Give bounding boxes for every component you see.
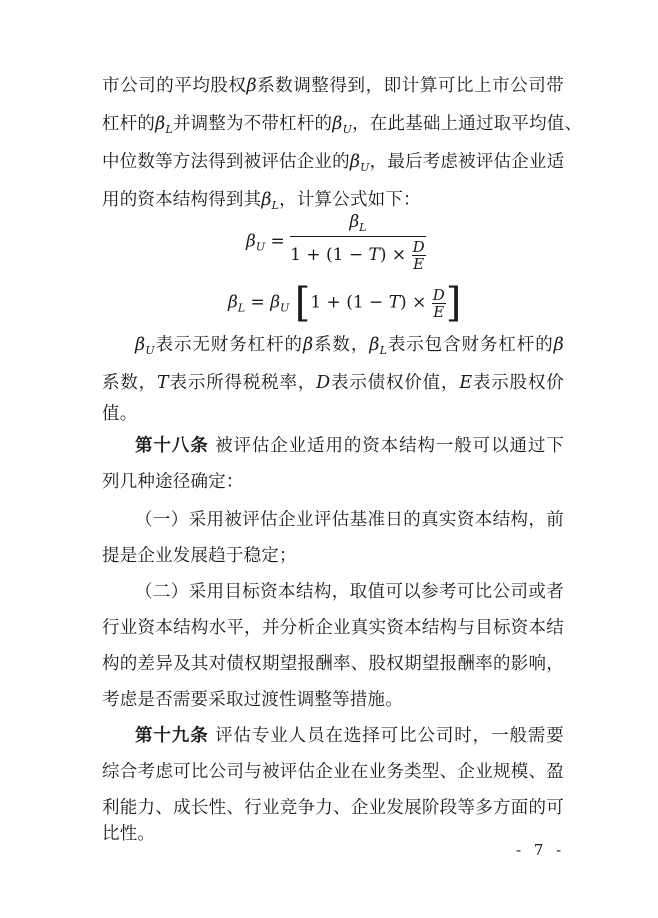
article-18-line: 第十八条 被评估企业适用的资本结构一般可以通过下 bbox=[135, 436, 564, 456]
list-item-line: （一）采用被评估企业评估基准日的真实资本结构，前 bbox=[135, 510, 564, 530]
formula-beta-unlevered: $\beta_U$ = $\beta_L$ 1 + (1 − T) × $\frac{D}{E}$ bbox=[246, 212, 425, 273]
paragraph-line: 综合考虑可比公司与被评估企业在业务类型、企业规模、盈 bbox=[102, 762, 564, 782]
formula-beta-levered: $\beta_L = \beta_U$ [1 + (1 − T) × $\frac{D}{E}$ ] bbox=[228, 280, 462, 326]
paragraph-line: 行业资本结构水平，并分析企业真实资本结构与目标资本结 bbox=[102, 618, 564, 638]
article-19-heading: 第十九条 bbox=[135, 726, 209, 746]
paragraph-line: 值。 bbox=[102, 404, 138, 424]
paragraph-line: 中位数等方法得到被评估企业的$\beta_U$，最后考虑被评估企业适 bbox=[102, 152, 565, 174]
paragraph-line: $\beta_U$表示无财务杠杆的β系数，$\beta_L$表示包含财务杠杆的β bbox=[135, 335, 564, 357]
paragraph-line: 利能力、成长性、行业竞争力、企业发展阶段等多方面的可 bbox=[102, 798, 564, 818]
paragraph-line: 系数，T表示所得税税率，D表示债权价值，E表示股权价 bbox=[102, 373, 564, 393]
page-number: - 7 - bbox=[516, 841, 566, 859]
article-18-heading: 第十八条 bbox=[135, 436, 209, 456]
paragraph-line: 构的差异及其对债权期望报酬率、股权期望报酬率的影响， bbox=[102, 654, 564, 674]
paragraph-line: 市公司的平均股权β系数调整得到，即计算可比上市公司带 bbox=[102, 76, 564, 96]
paragraph-line: 比性。 bbox=[102, 824, 156, 844]
paragraph-line: 杠杆的$\beta_L$并调整为不带杠杆的$\beta_U$，在此基础上通过取平均值、 bbox=[102, 114, 583, 136]
list-item-line: （二）采用目标资本结构，取值可以参考可比公司或者 bbox=[135, 582, 564, 602]
paragraph-line: 考虑是否需要采取过渡性调整等措施。 bbox=[102, 690, 403, 710]
paragraph-line: 列几种途径确定： bbox=[102, 472, 244, 492]
paragraph-line: 提是企业发展趋于稳定； bbox=[102, 546, 297, 566]
article-19-line: 第十九条 评估专业人员在选择可比公司时，一般需要 bbox=[135, 726, 564, 746]
paragraph-line: 用的资本结构得到其$\beta_L$，计算公式如下： bbox=[102, 190, 421, 212]
